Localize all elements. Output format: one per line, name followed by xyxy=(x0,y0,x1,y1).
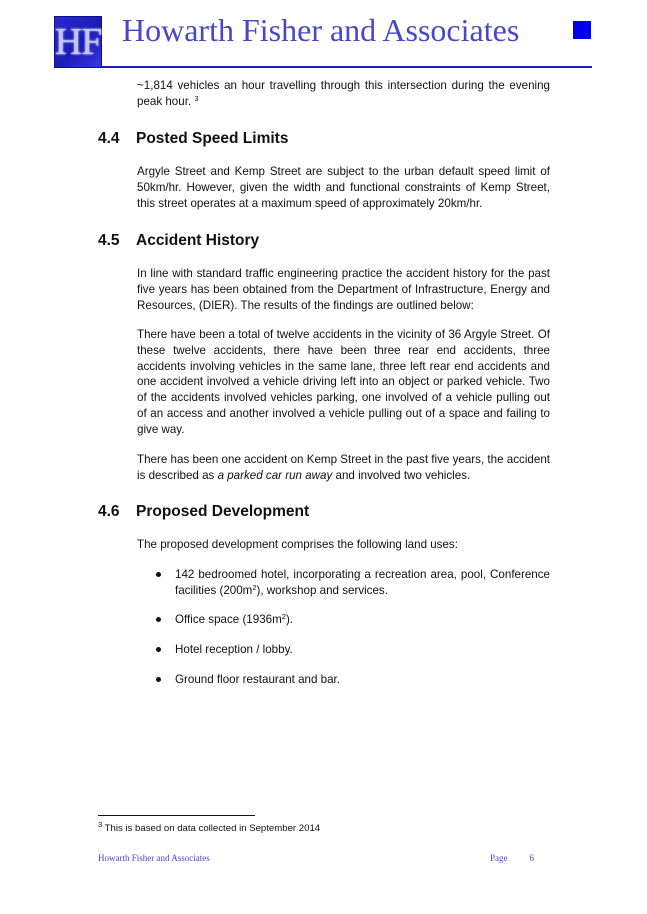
list-item-text: Hotel reception / lobby. xyxy=(175,643,293,656)
section-heading-accident-history xyxy=(98,232,259,250)
logo-monogram: HF xyxy=(54,21,102,63)
footnote-ref: 3 xyxy=(194,93,199,103)
page-label: Page xyxy=(490,853,508,863)
header-divider xyxy=(100,66,592,68)
page-number: 6 xyxy=(529,853,534,863)
section-title: Accident History xyxy=(136,232,260,249)
footer-company: Howarth Fisher and Associates xyxy=(98,853,210,863)
section-title: Proposed Development xyxy=(136,503,310,520)
text-part: ). xyxy=(285,613,294,626)
section-heading-proposed-development xyxy=(98,503,309,521)
list-item-text xyxy=(175,612,550,628)
accident-paragraph-3 xyxy=(137,452,550,484)
section-number: 4.6 xyxy=(98,503,120,520)
section-title: Posted Speed Limits xyxy=(136,130,289,147)
development-intro: The proposed development comprises the following land uses: xyxy=(137,538,458,551)
footnote-divider xyxy=(98,815,255,816)
footnote-text: This is based on data collected in September 2014 xyxy=(104,823,321,834)
paragraph-text: and involved two vehicles. xyxy=(332,468,471,482)
superscript: 2 xyxy=(281,612,286,621)
bullet-icon xyxy=(156,677,161,682)
speed-limits-paragraph: Argyle Street and Kemp Street are subject to the urban default speed limit of 50km/hr. However, given the width and functional constraints of Kemp Street, this street operates at a maximum speed of approximately 20km/hr. xyxy=(137,165,550,210)
footnote xyxy=(98,820,321,834)
company-logo xyxy=(54,16,102,68)
section-number: 4.5 xyxy=(98,232,120,249)
superscript: 2 xyxy=(252,582,257,592)
intro-text: ~1,814 vehicles an hour travelling through this intersection during the evening peak hour. xyxy=(137,79,550,108)
text-part: ), workshop and services. xyxy=(256,583,388,597)
bullet-icon xyxy=(156,647,161,652)
text-part: Office space (1936m xyxy=(175,613,282,626)
footer-page xyxy=(490,853,534,863)
footnote-marker: 3 xyxy=(98,820,103,829)
accident-paragraph-1: In line with standard traffic engineering practice the accident history for the past five years has been obtained from the Department of Infrastructure, Energy and Resources, (DIER). The results of the findings are outlined below: xyxy=(137,267,550,312)
intro-paragraph xyxy=(137,78,550,110)
section-number: 4.4 xyxy=(98,130,120,147)
list-item-text xyxy=(175,567,550,599)
section-heading-speed-limits xyxy=(98,130,288,148)
accident-paragraph-2: There have been a total of twelve accidents in the vicinity of 36 Argyle Street. Of these twelve accidents, there have been three rear end accidents, three accidents involving vehicles in the same lane, three left rear end accidents and one accident involved a vehicle driving left into an object or parked vehicle. Two of the accidents involved vehicles parking, one involved of a vehicle pulling out of an access and another involved a vehicle pulling out of a space and failing to give way. xyxy=(137,328,550,436)
bullet-icon xyxy=(156,572,161,577)
header-firm-title: Howarth Fisher and Associates xyxy=(122,12,520,48)
text-part: 142 bedroomed hotel, incorporating a recreation area, pool, Conference facilities (200m xyxy=(175,568,550,597)
bullet-icon xyxy=(156,617,161,622)
list-item-text: Ground floor restaurant and bar. xyxy=(175,673,340,686)
header-square-icon xyxy=(573,21,591,39)
paragraph-text: There has been one accident on Kemp Street in the past five years, the accident is described as xyxy=(137,453,550,482)
italic-phrase: a parked car run away xyxy=(217,468,333,482)
